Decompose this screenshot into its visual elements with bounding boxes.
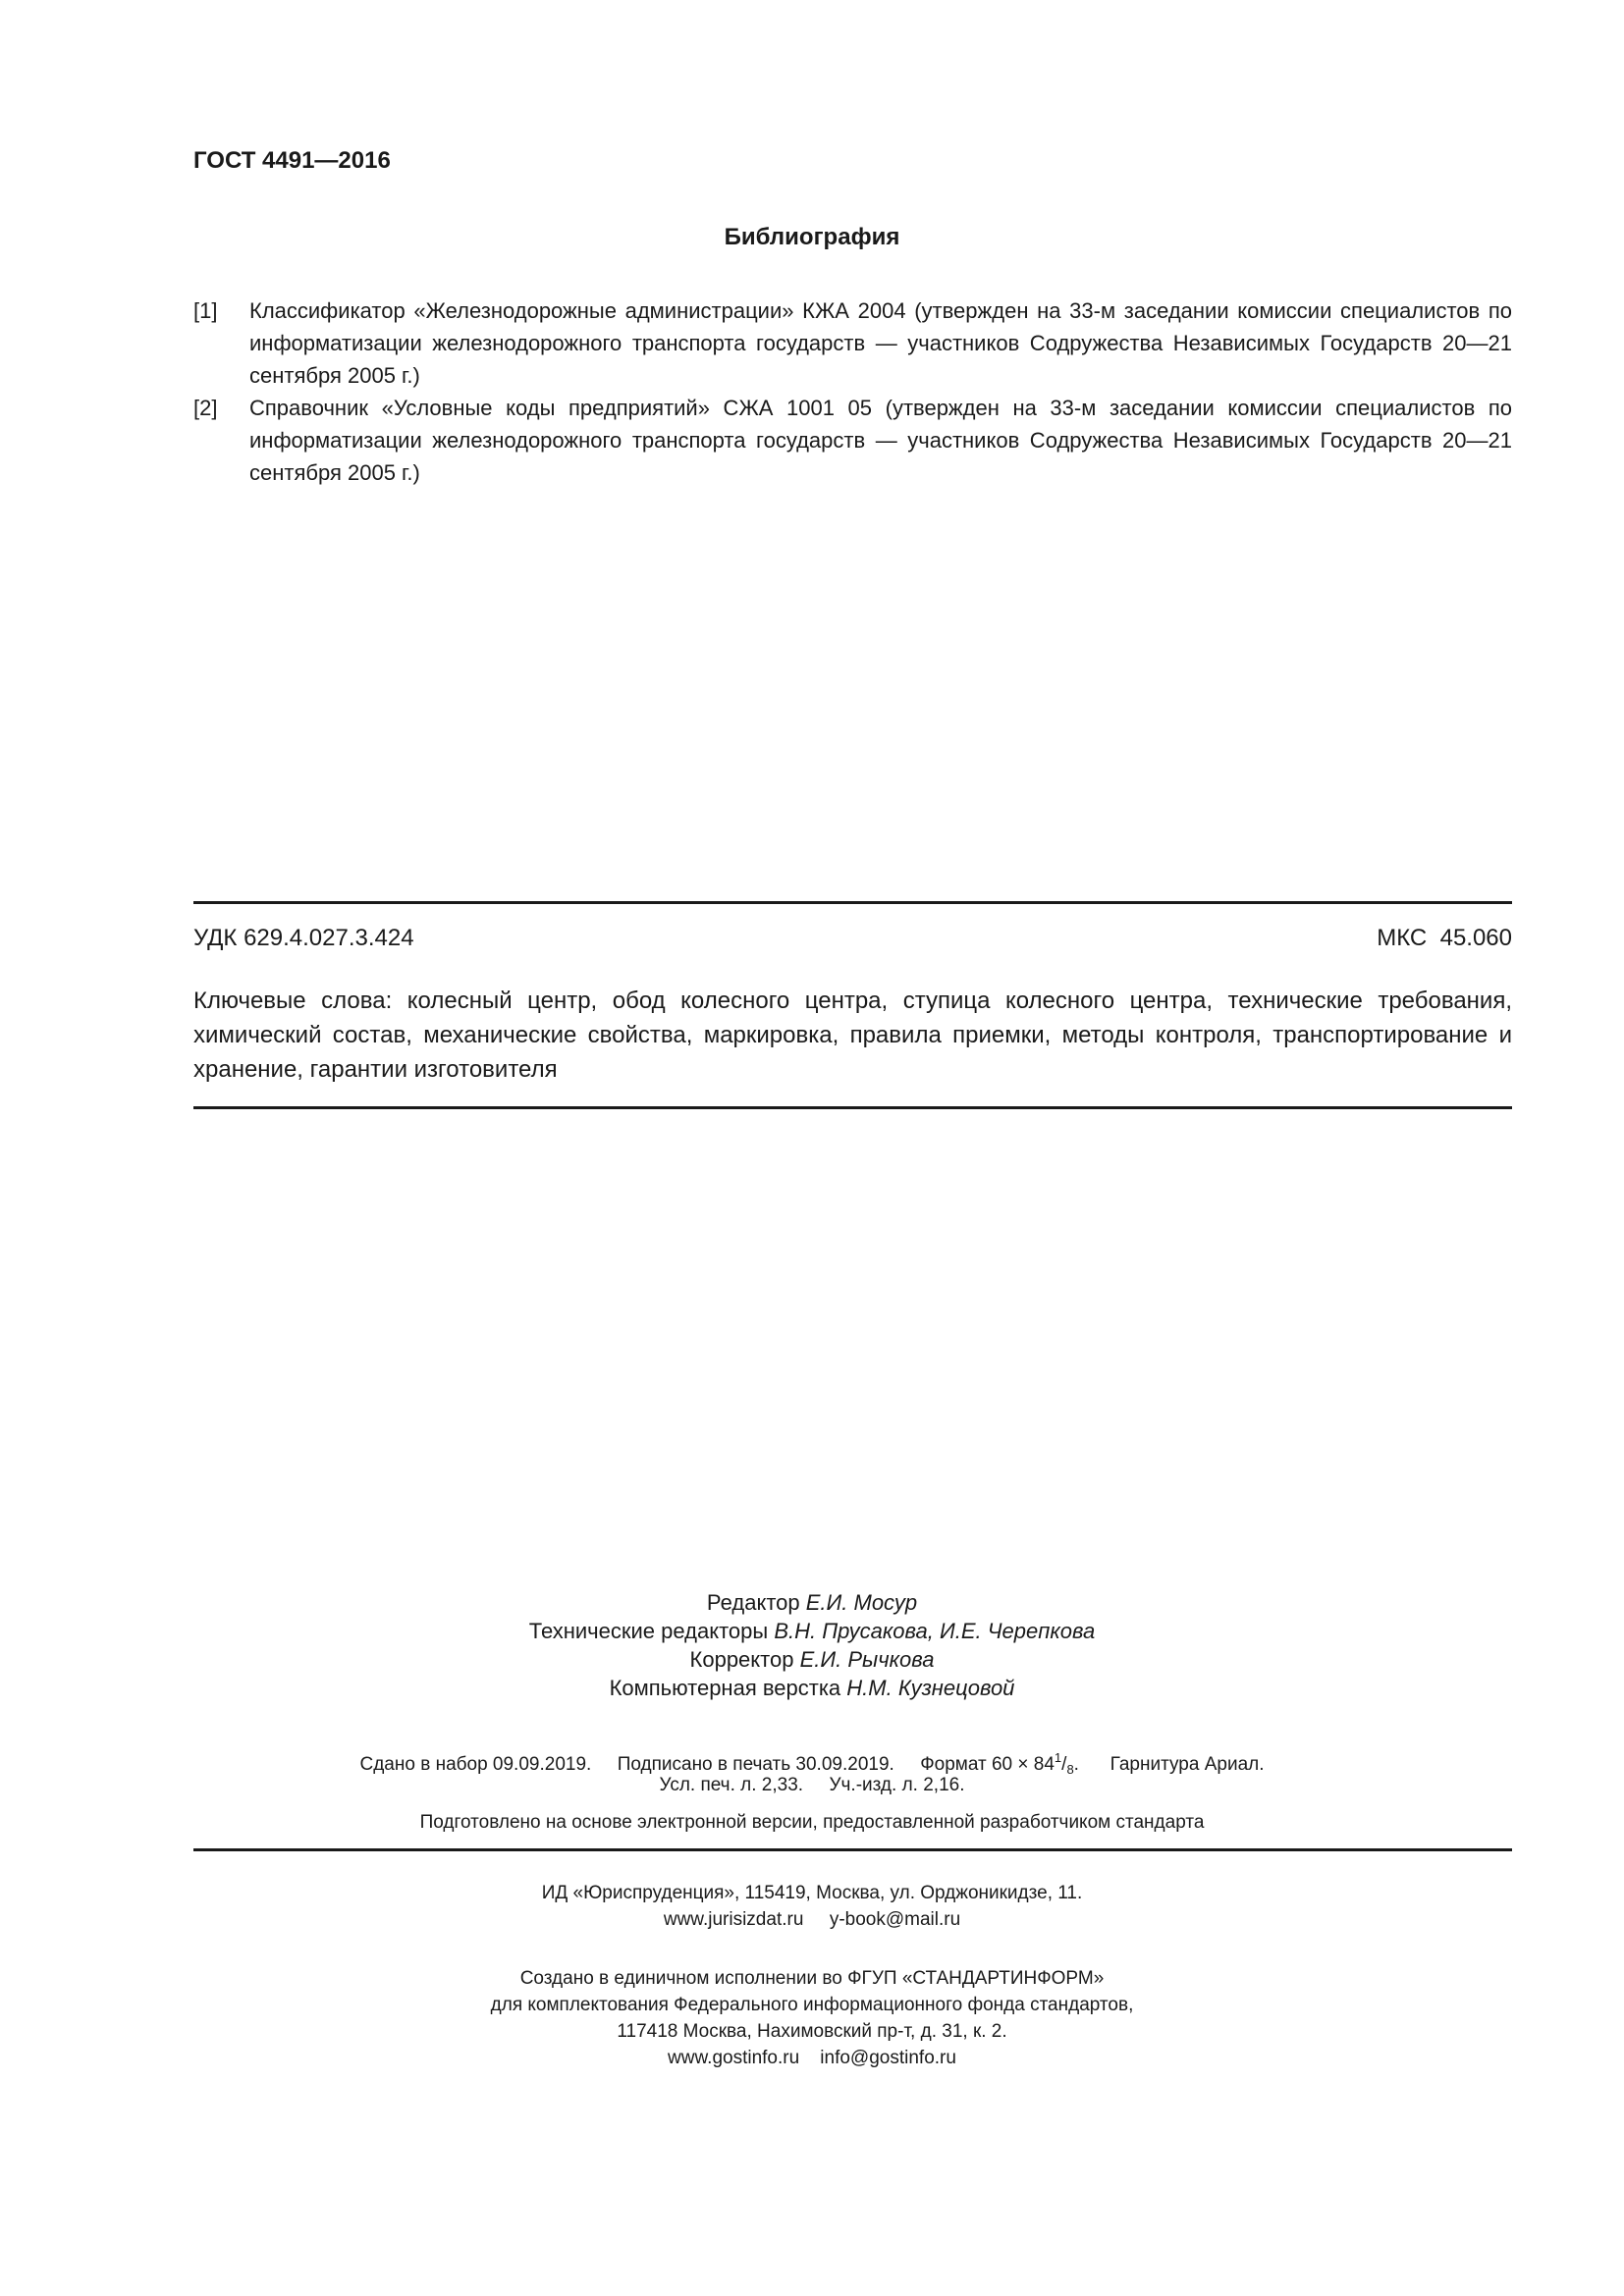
bibliography-item [193, 392, 1512, 489]
divider-top [193, 901, 1512, 904]
corrector-name: Е.И. Рычкова [799, 1647, 935, 1672]
bibliography-item [193, 294, 1512, 392]
keywords-text: Ключевые слова: колесный центр, обод колесного центра, ступица колесного центра, технические требования, химический состав, механические свойства, маркировка, правила приемки, методы контроля, транспортирование и хранение, гарантии изготовителя [193, 988, 1512, 1083]
publish-sheets: Уч.-изд. л. 2,16. [829, 1775, 965, 1795]
udk-code: УДК 629.4.027.3.424 [193, 925, 414, 951]
corrector-line [0, 1645, 1624, 1674]
reference-text: Справочник «Условные коды предприятий» СЖА 1001 05 (утвержден на 33-м заседании комиссии специалистов по информатизации железнодорожного транспорта государств — участников Содружества Независимых Государств 20—21 сентября 2005 г.) [249, 396, 1512, 485]
publisher-email: y-book@mail.ru [829, 1909, 961, 1930]
bibliography-list [193, 294, 1512, 489]
format-info: Формат $60 \times 84^1/_8$. [920, 1750, 1079, 1777]
publisher-contacts [0, 1906, 1624, 1933]
divider-keywords [193, 1106, 1512, 1109]
corrector-label: Корректор [689, 1647, 794, 1672]
sheets-line [0, 1772, 1624, 1799]
creator-contacts [0, 2045, 1624, 2071]
reference-number: [2] [193, 396, 218, 420]
prepared-note: Подготовлено на основе электронной версии, предоставленной разработчиком стандарта [419, 1812, 1205, 1833]
publisher-block [0, 1880, 1624, 1933]
editor-name: Е.И. Мосур [805, 1590, 918, 1615]
publisher-address: ИД «Юриспруденция», 115419, Москва, ул. Орджоникидзе, 11. [541, 1883, 1083, 1903]
creator-block [0, 1965, 1624, 2071]
creator-email: info@gostinfo.ru [820, 2048, 956, 2068]
credits-block [0, 1588, 1624, 1702]
mks-code: МКС 45.060 [1377, 925, 1512, 951]
creator-line-2: для комплектования Федерального информационного фонда стандартов, [490, 1995, 1134, 2015]
typeface: Гарнитура Ариал. [1110, 1754, 1265, 1775]
divider-bottom [193, 1848, 1512, 1851]
document-code: ГОСТ 4491—2016 [193, 147, 391, 174]
print-sheets: Усл. печ. л. 2,33. [659, 1775, 804, 1795]
tech-editors-label: Технические редакторы [528, 1619, 769, 1643]
creator-line-3: 117418 Москва, Нахимовский пр-т, д. 31, к. 2. [617, 2021, 1007, 2042]
creator-website: www.gostinfo.ru [668, 2048, 800, 2068]
creator-line-1: Создано в единичном исполнении во ФГУП «СТАНДАРТИНФОРМ» [519, 1968, 1105, 1989]
reference-number: [1] [193, 298, 218, 323]
submitted-date: Сдано в набор 09.09.2019. [359, 1754, 592, 1775]
tech-editors-names: В.Н. Прусакова, И.Е. Черепкова [774, 1619, 1096, 1643]
editor-label: Редактор [706, 1590, 800, 1615]
layout-line [0, 1674, 1624, 1702]
layout-name: Н.М. Кузнецовой [846, 1676, 1015, 1700]
publisher-website: www.jurisizdat.ru [663, 1909, 804, 1930]
bibliography-title: Библиография [724, 224, 900, 250]
editor-line [0, 1588, 1624, 1617]
tech-editors-line [0, 1617, 1624, 1645]
layout-label: Компьютерная верстка [609, 1676, 841, 1700]
reference-text: Классификатор «Железнодорожные администрации» КЖА 2004 (утвержден на 33-м заседании комиссии специалистов по информатизации железнодорожного транспорта государств — участников Содружества Независимых Государств 20—21 сентября 2005 г.) [249, 298, 1512, 388]
signed-date: Подписано в печать 30.09.2019. [617, 1754, 894, 1775]
